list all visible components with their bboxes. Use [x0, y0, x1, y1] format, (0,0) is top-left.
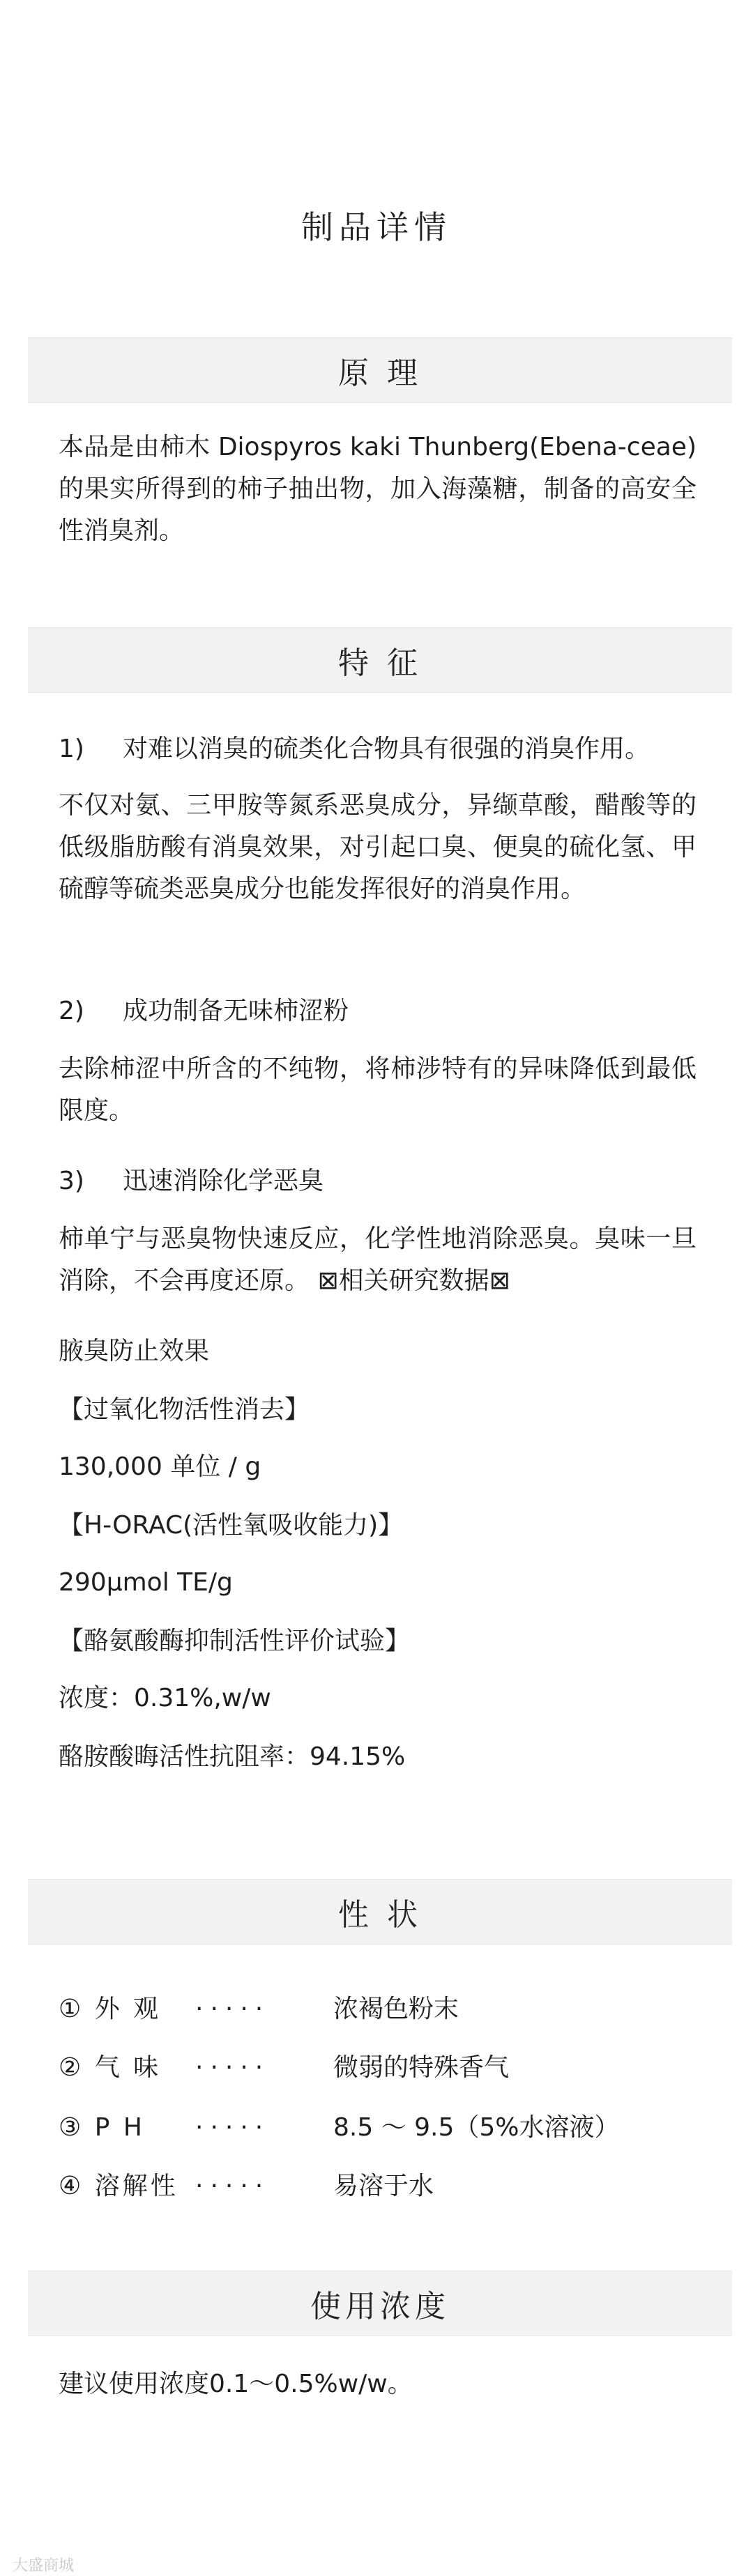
- feature-number: 2): [59, 997, 84, 1025]
- section-header-usage: 使用浓度: [28, 2271, 732, 2336]
- data-line: 130,000 单位 / g: [59, 1452, 261, 1481]
- property-row-odor: [59, 2050, 509, 2085]
- watermark: 大盛商城: [13, 2557, 75, 2575]
- feature-1-title: [59, 732, 650, 767]
- property-row-appearance: [59, 1992, 459, 2027]
- property-dots: ·····: [195, 2172, 271, 2200]
- property-name: ④ 溶解性: [59, 2172, 178, 2200]
- feature-title-text: 成功制备无味柿涩粉: [123, 997, 349, 1025]
- property-dots: ·····: [195, 2113, 271, 2142]
- property-row-ph: [59, 2110, 620, 2145]
- usage-text: 建议使用浓度0.1～0.5%w/w。: [59, 2370, 413, 2398]
- data-line: 酪胺酸晦活性抗阻率：94.15%: [59, 1742, 406, 1771]
- feature-3-desc: 柿单宁与恶臭物快速反应，化学性地消除恶臭。臭味一旦消除，不会再度还原。 ⊠相关研究数据⊠: [59, 1225, 697, 1295]
- property-value: 易溶于水: [333, 2172, 434, 2200]
- property-dots: ·····: [195, 1995, 271, 2023]
- property-value: 8.5 ～ 9.5（5%水溶液）: [333, 2113, 620, 2142]
- feature-title-text: 对难以消臭的硫类化合物具有很强的消臭作用。: [123, 735, 651, 763]
- feature-2-desc: 去除柿涩中所含的不纯物，将柿涉特有的异味降低到最低限度。: [59, 1055, 697, 1125]
- page-title: 制品详情: [301, 208, 452, 246]
- feature-title-text: 迅速消除化学恶臭: [123, 1167, 324, 1195]
- feature-number: 3): [59, 1167, 84, 1195]
- property-name: ③ P H: [59, 2113, 145, 2142]
- property-dots: ·····: [195, 2053, 271, 2082]
- data-line: 腋臭防止效果: [59, 1337, 210, 1365]
- principle-text: 本品是由柿木 Diospyros kaki Thunberg(Ebena-ceae)的果实所得到的柿子抽出物，加入海藻糖，制备的高安全性消臭剂。: [59, 433, 697, 545]
- property-value: 浓褐色粉末: [333, 1995, 459, 2023]
- feature-number: 1): [59, 735, 84, 763]
- data-line: 浓度：0.31%,w/w: [59, 1684, 271, 1712]
- data-line: 【H-ORAC(活性氧吸收能力)】: [59, 1511, 404, 1540]
- property-value: 微弱的特殊香气: [333, 2053, 510, 2082]
- section-header-principle: 原 理: [28, 337, 732, 403]
- feature-1-desc: 不仅对氨、三甲胺等氮系恶臭成分，异缬草酸，醋酸等的低级脂肪酸有消臭效果，对引起口臭、便臭的硫化氢、甲硫醇等硫类恶臭成分也能发挥很好的消臭作用。: [59, 791, 697, 903]
- feature-3-title: [59, 1164, 324, 1199]
- section-header-properties: 性 状: [28, 1879, 732, 1945]
- property-name: ① 外 观: [59, 1995, 162, 2023]
- section-header-features: 特 征: [28, 627, 732, 693]
- data-line: 【过氧化物活性消去】: [59, 1395, 310, 1424]
- property-row-solubility: [59, 2169, 434, 2204]
- property-name: ② 气 味: [59, 2053, 162, 2082]
- data-line: 【酪氨酸酶抑制活性评价试验】: [59, 1627, 411, 1655]
- feature-2-title: [59, 994, 349, 1029]
- data-line: 290μmol TE/g: [59, 1568, 233, 1597]
